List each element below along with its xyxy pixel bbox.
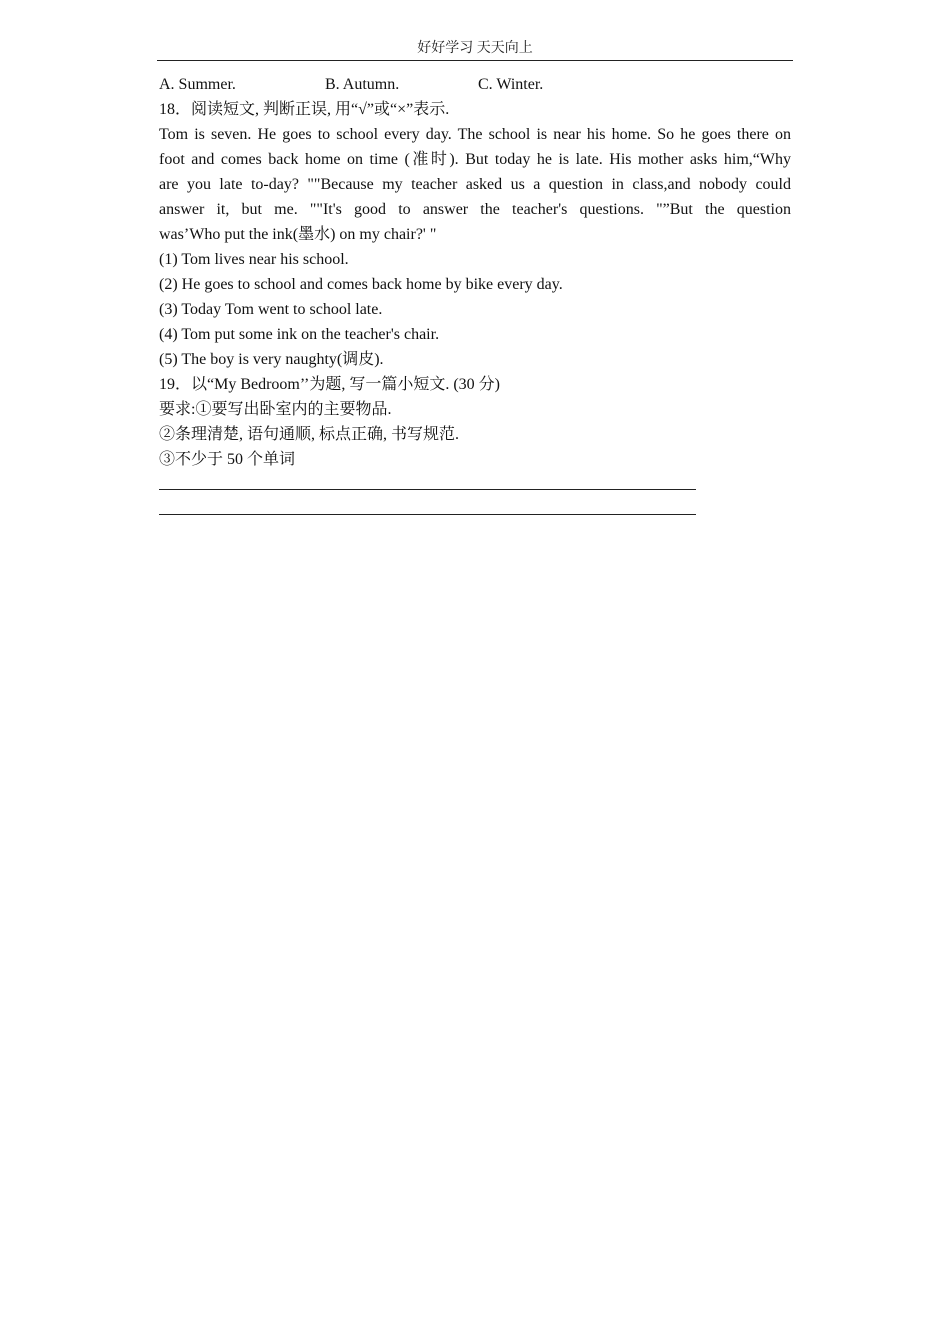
requirement-3: ③不少于 50 个单词 xyxy=(159,451,296,468)
header-divider xyxy=(157,60,793,61)
q18-passage xyxy=(159,122,791,247)
document-body xyxy=(159,72,791,472)
statement-2: (2) He goes to school and comes back home by bike every day. xyxy=(159,276,563,293)
passage-line: answer it, but me. ""It's good to answer the teacher's questions. "”But the question xyxy=(159,201,791,218)
statement-5: (5) The boy is very naughty(调皮). xyxy=(159,351,384,368)
q17-options xyxy=(159,72,791,97)
requirement-2: ②条理清楚, 语句通顺, 标点正确, 书写规范. xyxy=(159,426,460,443)
statement-1: (1) Tom lives near his school. xyxy=(159,251,349,268)
option-b: B. Autumn. xyxy=(325,76,400,93)
passage-line: foot and comes back home on time (准时). But today he is late. His mother asks him,“Why xyxy=(159,151,791,168)
q19-instruction: 19．以“My Bedroom’’为题, 写一篇小短文. (30 分) xyxy=(159,376,501,393)
answer-line-1 xyxy=(159,489,696,490)
passage-line: was’Who put the ink(墨水) on my chair?' " xyxy=(159,226,437,243)
requirement-1: 要求:①要写出卧室内的主要物品. xyxy=(159,401,392,418)
passage-line: Tom is seven. He goes to school every day. The school is near his home. So he goes there on xyxy=(159,126,791,143)
statement-4: (4) Tom put some ink on the teacher's chair. xyxy=(159,326,440,343)
page-header: 好好学习 天天向上 xyxy=(417,41,533,56)
passage-line: are you late to-day? ""Because my teacher asked us a question in class,and nobody could xyxy=(159,176,791,193)
answer-line-2 xyxy=(159,514,696,515)
q18-instruction: 18．阅读短文, 判断正误, 用“√”或“×”表示. xyxy=(159,101,450,118)
option-a: A. Summer. xyxy=(159,76,236,93)
option-c: C. Winter. xyxy=(478,76,544,93)
statement-3: (3) Today Tom went to school late. xyxy=(159,301,383,318)
